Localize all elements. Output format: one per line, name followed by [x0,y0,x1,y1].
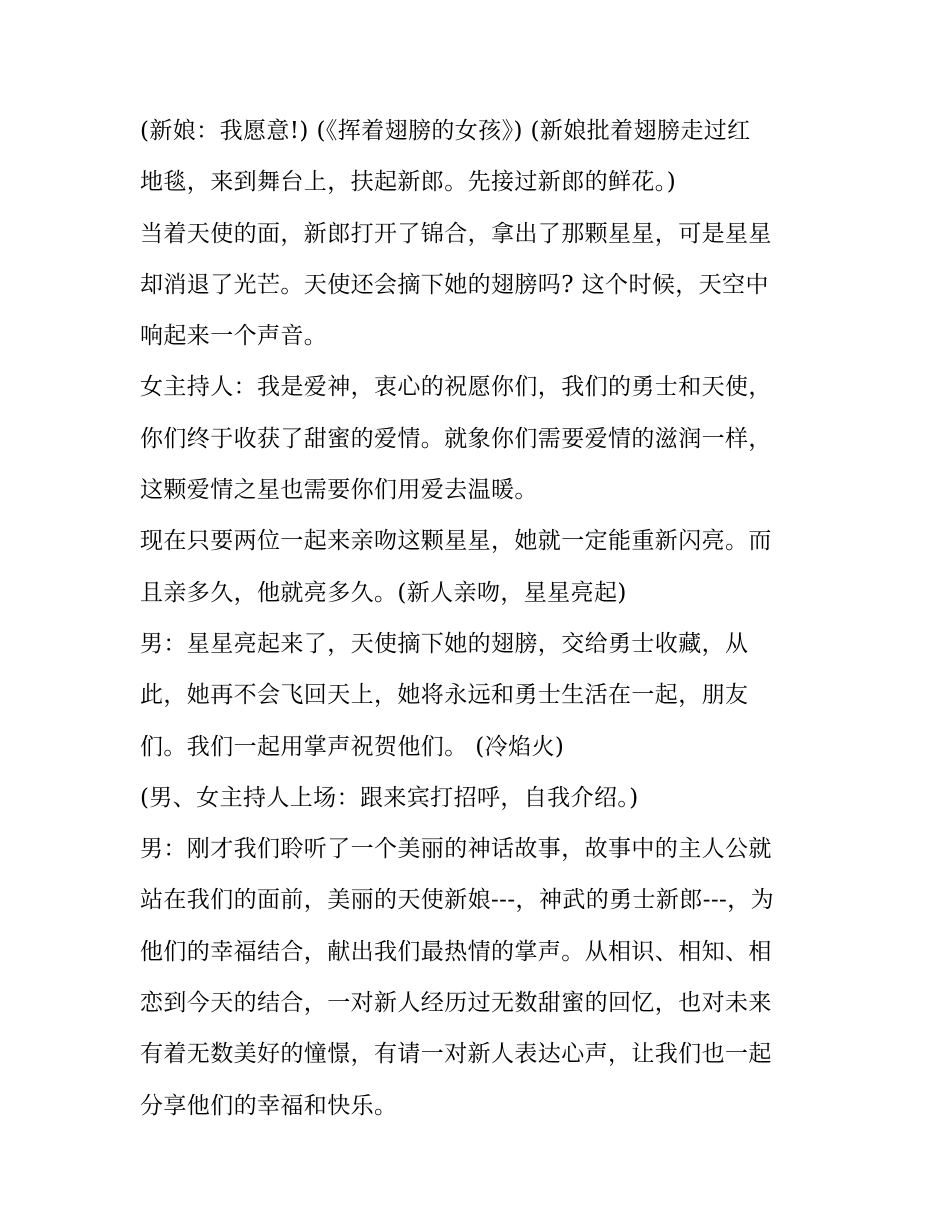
document-body [140,106,820,1132]
text-line: 这颗爱情之星也需要你们用爱去温暖。 [140,477,538,504]
paragraph-bride-consent [140,106,820,209]
text-line: 现在只要两位一起来亲吻这颗星星，她就一定能重新闪亮。而 [140,528,772,555]
text-line: 地毯，来到舞台上，扶起新郎。先接过新郎的鲜花。) [140,169,677,196]
text-line: 当着天使的面，新郎打开了锦合，拿出了那颗星星，可是星星 [140,220,772,247]
text-line: 却消退了光芒。天使还会摘下她的翅膀吗? 这个时候，天空中 [140,271,769,298]
text-line: 女主持人：我是爱神，衷心的祝愿你们，我们的勇士和天使， [140,374,772,401]
text-line: 他们的幸福结合，献出我们最热情的掌声。从相识、相知、相 [140,938,772,965]
text-line: (新娘：我愿意!) (《挥着翅膀的女孩》) (新娘批着翅膀走过红 [140,118,751,144]
text-line: 此，她再不会飞回天上，她将永远和勇士生活在一起，朋友 [140,682,749,709]
text-line: 男：星星亮起来了，天使摘下她的翅膀，交给勇士收藏，从 [140,630,749,657]
paragraph-male-host-story [140,824,820,1132]
paragraph-kiss-star [140,516,820,619]
text-line: (男、女主持人上场：跟来宾打招呼，自我介绍。) [140,784,639,811]
paragraph-hosts-enter [140,773,820,824]
text-line: 且亲多久，他就亮多久。(新人亲吻，星星亮起) [140,579,627,606]
paragraph-male-host-star-lit [140,619,820,773]
text-line: 男：刚才我们聆听了一个美丽的神话故事，故事中的主人公就 [140,836,772,863]
text-line: 恋到今天的结合，一对新人经历过无数甜蜜的回忆，也对未来 [140,990,772,1017]
paragraph-star-box [140,209,820,363]
text-line: 响起来一个声音。 [140,323,328,350]
text-line: 你们终于收获了甜蜜的爱情。就象你们需要爱情的滋润一样， [140,425,772,452]
text-line: 分享他们的幸福和快乐。 [140,1092,398,1119]
text-line: 站在我们的面前，美丽的天使新娘---，神武的勇士新郎---，为 [140,887,775,914]
text-line: 有着无数美好的憧憬，有请一对新人表达心声，让我们也一起 [140,1041,772,1068]
paragraph-female-host-blessing [140,362,820,516]
text-line: 们。我们一起用掌声祝贺他们。 (冷焰火) [140,733,565,760]
